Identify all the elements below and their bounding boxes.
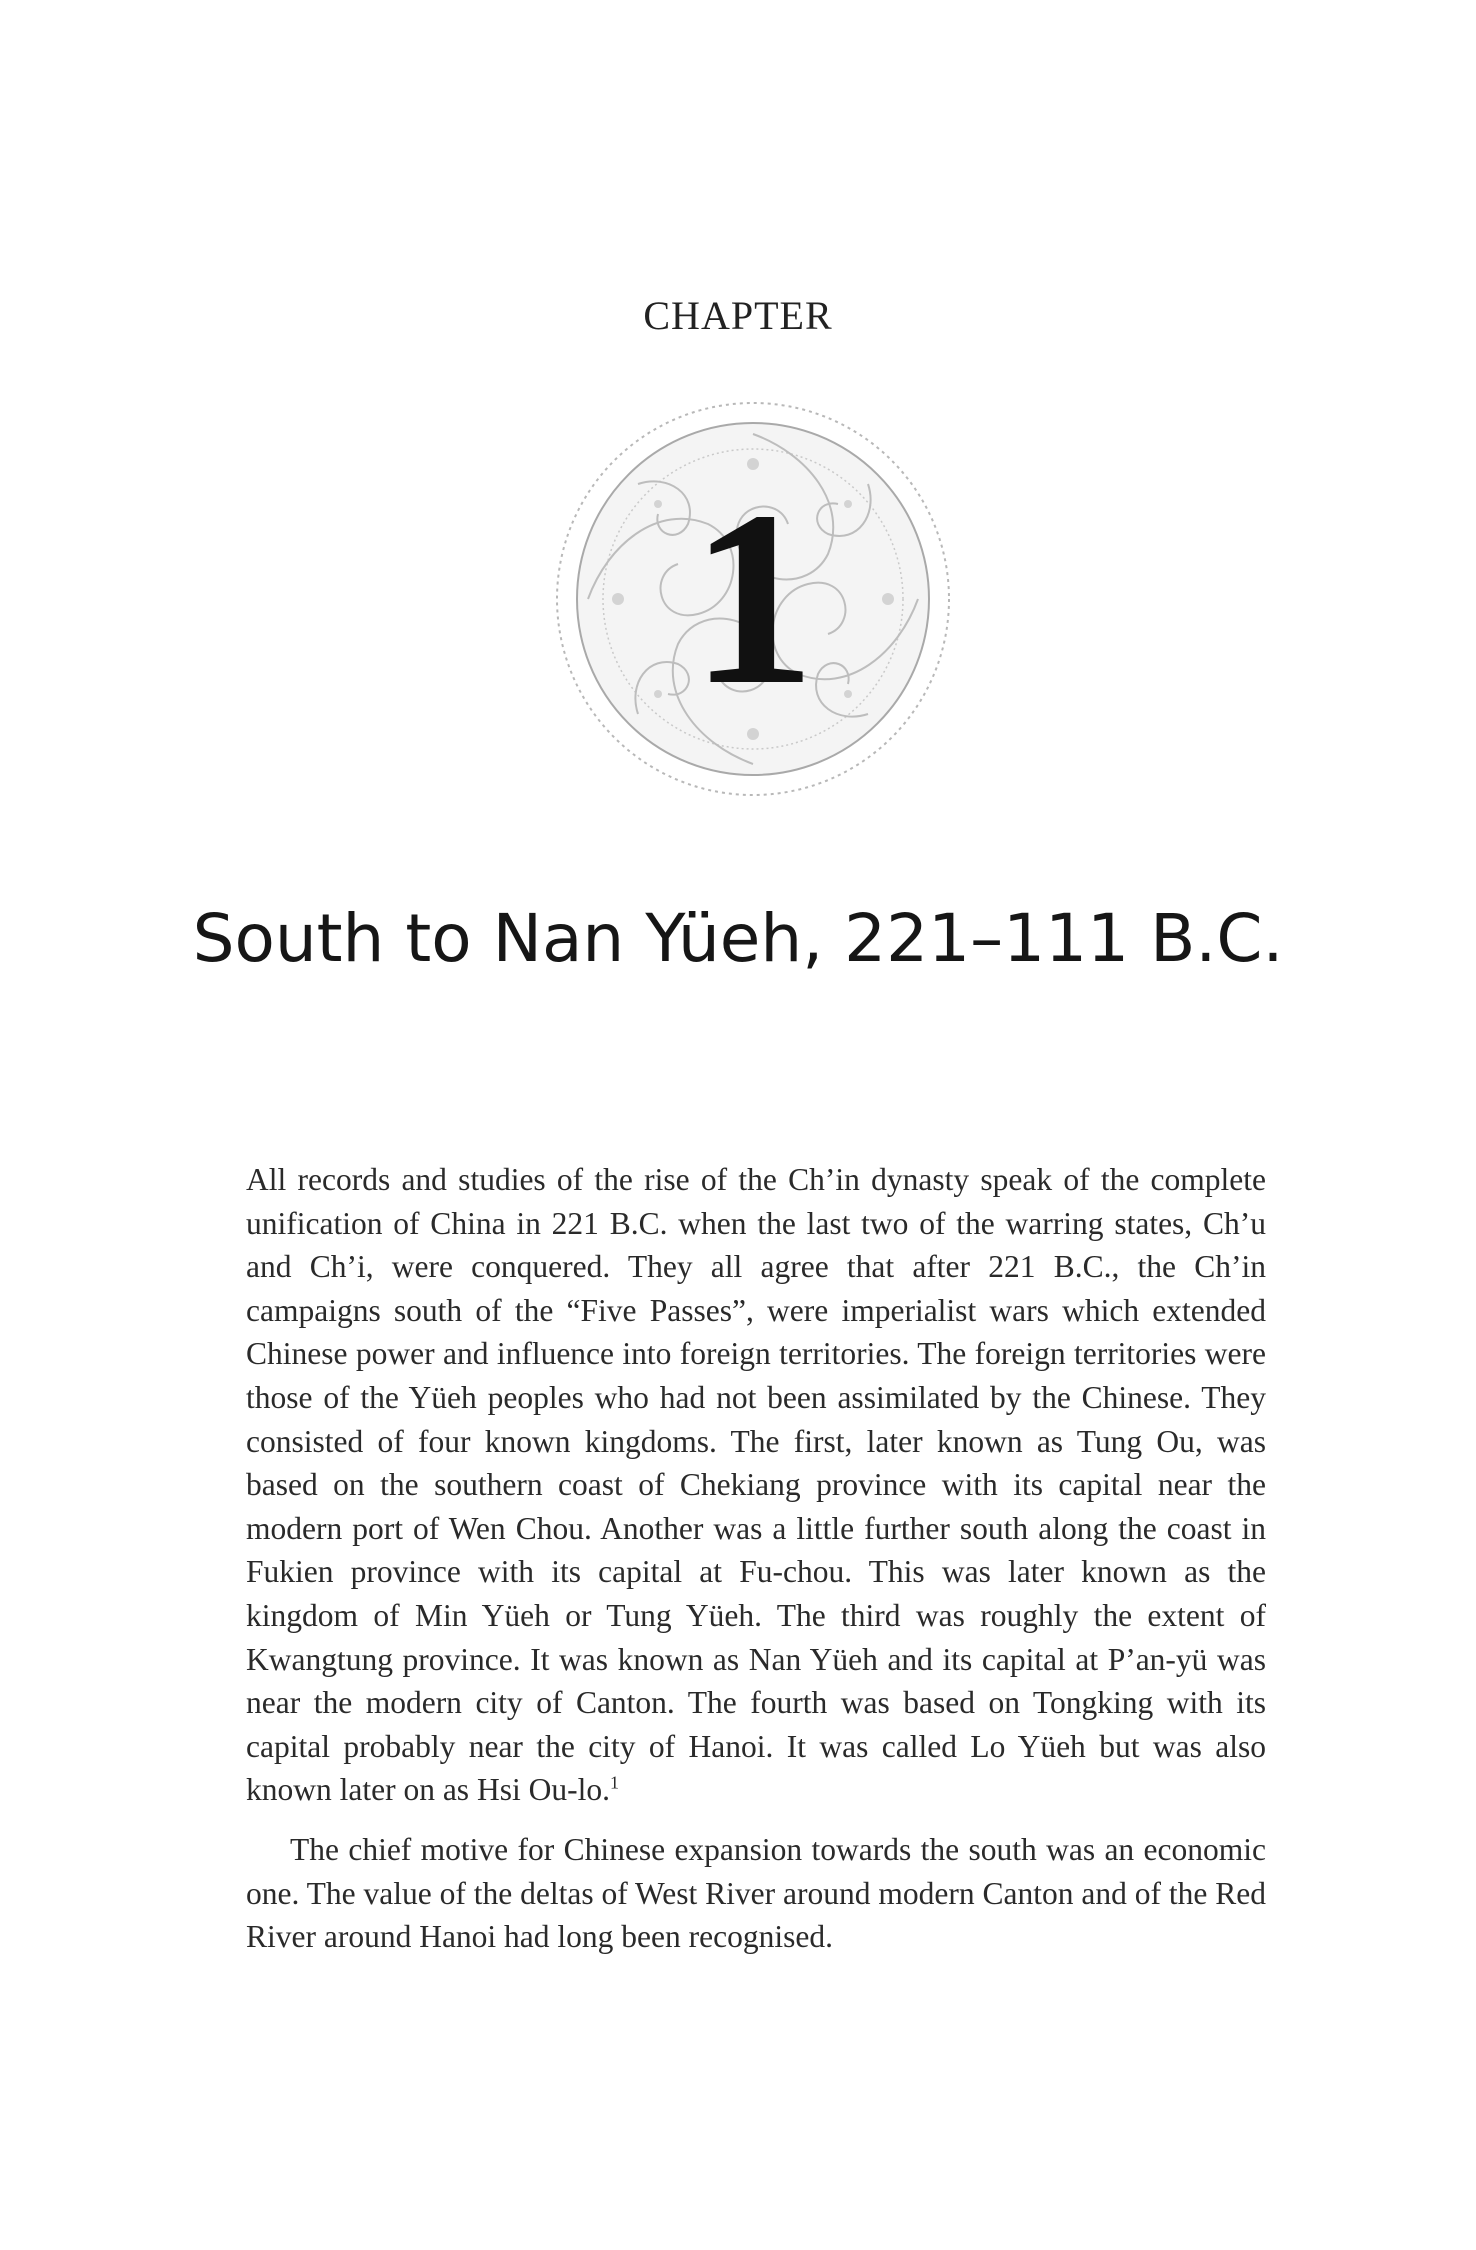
paragraph-1 [246, 1158, 1266, 1812]
paragraph-2: The chief motive for Chinese expansion towards the south was an economic one. The value of the deltas of West River around modern Canton and of the Red River around Hanoi had long been recognised. [246, 1831, 1266, 1955]
chapter-label: CHAPTER [643, 293, 833, 338]
chapter-title: South to Nan Yüeh, 221–111 B.C. [192, 900, 1284, 977]
chapter-body-text [246, 1158, 1266, 1959]
chapter-number: 1 [690, 460, 816, 737]
footnote-reference: 1 [609, 1772, 619, 1793]
paragraph-1-text: All records and studies of the rise of the Ch’in dynasty speak of the complete unification of China in 221 B.C. when the last two of the warring states, Ch’u and Ch’i, were conquered. They all agree that after 221 B.C., the Ch’in campaigns south of the “Five Passes”, were imperialist wars which extended Chinese power and influence into foreign territories. The foreign territories were those of the Yüeh peoples who had not been assimilated by the Chinese. They consisted of four known kingdoms. The first, later known as Tung Ou, was based on the southern coast of Chekiang province with its capital near the modern port of Wen Chou. Another was a little further south along the coast in Fukien province with its capital at Fu-chou. This was later known as the kingdom of Min Yüeh or Tung Yüeh. The third was roughly the extent of Kwangtung province. It was known as Nan Yüeh and its capital at P’an-yü was near the modern city of Canton. The fourth was based on Tongking with its capital probably near the city of Hanoi. It was called Lo Yüeh but was also known later on as Hsi Ou-lo. [246, 1162, 1266, 1808]
